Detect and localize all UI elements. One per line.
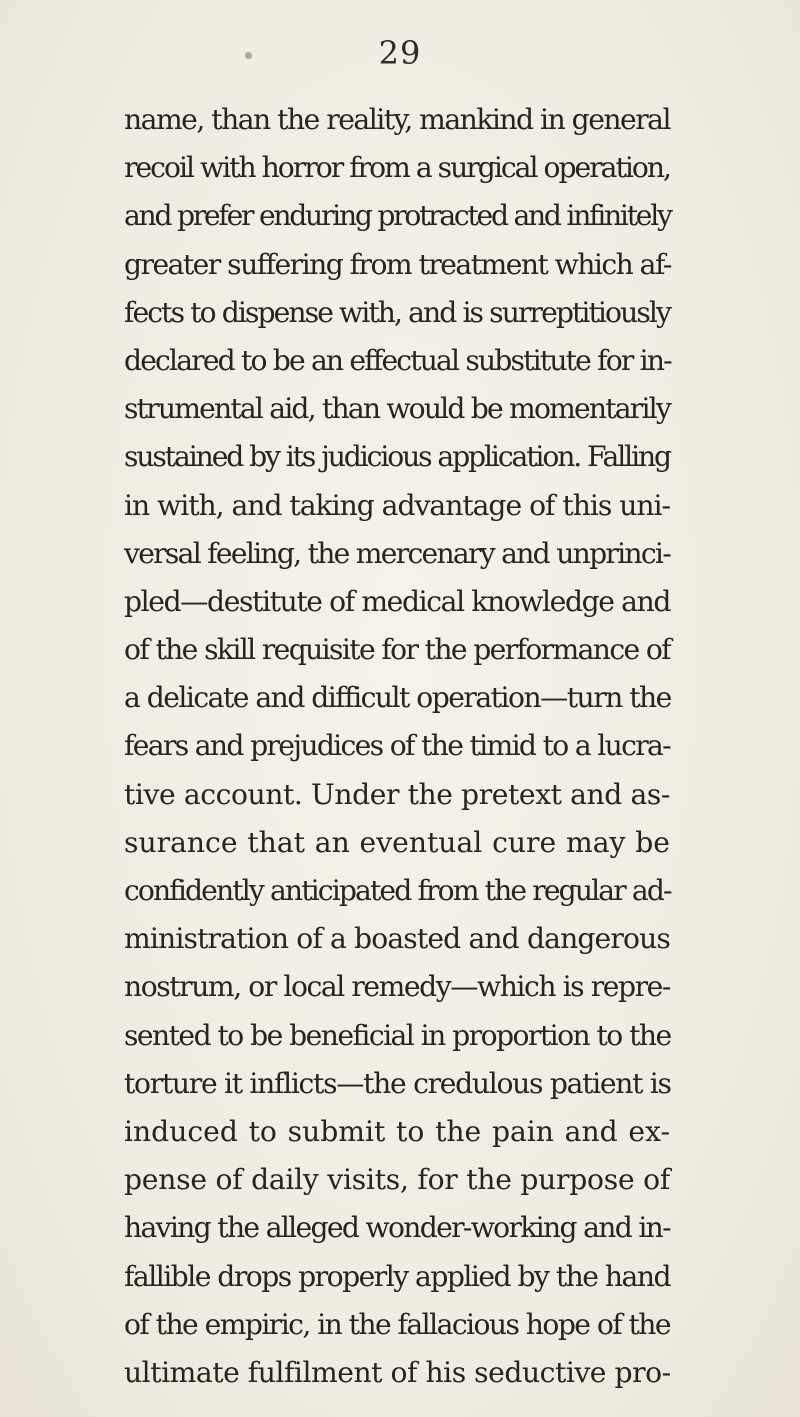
text-line: greater suffering from treatment which af-	[124, 247, 671, 281]
text-line: ultimate fulfilment of his seductive pro-	[124, 1355, 671, 1389]
text-line: name, than the reality, mankind in general	[124, 103, 670, 136]
text-line: recoil with horror from a surgical operation,	[124, 151, 670, 185]
text-line: surance that an eventual cure may be	[124, 825, 670, 859]
text-line: sustained by its judicious application. Falling	[124, 440, 670, 474]
text-line: pense of daily visits, for the purpose of	[124, 1163, 670, 1197]
text-line: a delicate and difficult operation—turn the	[124, 681, 671, 715]
page-number: 29	[378, 34, 422, 72]
text-line: having the alleged wonder-working and in-	[124, 1211, 670, 1245]
text-line: in with, and taking advantage of this uni-	[124, 488, 671, 522]
text-line: of the skill requisite for the performance of	[124, 633, 670, 667]
text-line: of the empiric, in the fallacious hope of the	[124, 1307, 670, 1341]
text-line: confidently anticipated from the regular ad-	[124, 874, 671, 907]
text-line: and prefer enduring protracted and infinitely	[124, 199, 671, 233]
text-line: ministration of a boasted and dangerous	[124, 922, 670, 956]
body-text	[124, 96, 670, 1397]
text-line: versal feeling, the mercenary and unprinci-	[124, 536, 670, 570]
text-line: fears and prejudices of the timid to a lucra-	[124, 729, 670, 763]
text-line: pled—destitute of medical knowledge and	[124, 584, 670, 618]
text-line: induced to submit to the pain and ex-	[124, 1114, 670, 1148]
text-line: nostrum, or local remedy—which is repre-	[124, 970, 670, 1004]
text-line: tive account. Under the pretext and as-	[124, 777, 670, 811]
text-line: declared to be an effectual substitute for in-	[124, 343, 671, 377]
text-line: torture it inflicts—the credulous patient is	[124, 1066, 671, 1100]
text-line: fects to dispense with, and is surreptitiously	[124, 295, 670, 329]
text-line: fallible drops properly applied by the hand	[124, 1259, 670, 1293]
text-line: sented to be beneficial in proportion to the	[124, 1018, 671, 1052]
text-line: strumental aid, than would be momentarily	[124, 392, 670, 426]
